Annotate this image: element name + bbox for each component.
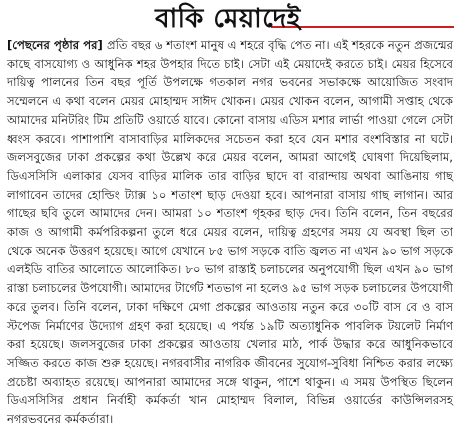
continuation-reference: [পেছনের পৃষ্ঠার পর] xyxy=(7,38,103,52)
article-text: প্রতি বছর ৬ শতাংশ মানুষ এ শহরে বৃদ্ধি পেত না। এই শহরকে নতুন প্রজন্মের কাছে বাসযোগ্য ও আধুনিক শহর উপহার দিতে চাই। সেটা এই মেয়াদেই করতে চাই। মেয়র হিসেবে দায়িত্ব পালনের তিন বছর পূর্তি উপলক্ষে গতকাল নগর ভবনের সভাকক্ষে আয়োজিত সংবাদ সম্মেলনে এ কথা বলেন মেয়র মোহাম্মদ সাঈদ খোকন। মেয়র খোকন বলেন, আগামী সপ্তাহ থেকে আমাদের মনিটরিং টিম প্রতিটি ওয়ার্ডে যাবে। কোনো বাসায় এডিস মশার লার্ভা পাওয়া গেলে সেটা ধ্বংস করবে। পাশাপাশি বাসাবাড়ির মালিকদের সচেতন করা হবে যেন মশার বংশবিস্তার না ঘটে। জলসবুজের ঢাকা প্রকল্পের কথা উল্লেখ করে মেয়র বলেন, আমরা আগেই ঘোষণা দিয়েছিলাম, ডিএসসিসি এলাকার যেসব বাড়ির মালিক তার বাড়ির ছাদে বা বারান্দায় অথবা আঙিনায় গাছ লাগাবেন তাদের হোল্ডিং ট্যাক্স ১০ শতাংশ ছাড় দেওয়া হবে। আপনারা বাসায় গাছ লাগান। আর গাছের ছবি তুলে আমাদের দেন। আমরা ১০ শতাংশ গৃহকর ছাড় দেব। তিনি বলেন, তিন বছরের কাজ ও আগামী কর্মপরিকল্পনা তুলে ধরে মেয়র বলেন, দায়িত্ব গ্রহণের সময় যে অবস্থা ছিল তা থেকে অনেক উত্তরণ হয়েছে। আগে যেখানে ৮৫ ভাগ সড়কে বাতি জ্বলত না এখন ৯০ ভাগ সড়কে এলইডি বাতির আলোতে আলোকিত। ৮০ ভাগ রাস্তাই চলাচলের অনুপযোগী ছিল এখন ৯০ ভাগ রাস্তা চলাচলের উপযোগী। আমাদের টার্গেট শতভাগ না হলেও ৯৫ ভাগ সড়ক চলাচলের উপযোগী করে তুলব। তিনি বলেন, ঢাকা দক্ষিণে মেগা প্রকল্পের আওতায় নতুন করে ৩০টি বাস বে ও বাস স্টপেজ নির্মাণের উদ্যোগ গ্রহণ করা হয়েছে। এ পর্যন্ত ১৯টি অত্যাধুনিক পাবলিক টয়লেট নির্মাণ করা হয়েছে। জলসবুজের ঢাকা প্রকল্পের আওতায় খেলার মাঠ, পার্ক উদ্ধার করে আধুনিকভাবে সজ্জিত করতে কাজ শুরু হয়েছে। নগরবাসীর নাগরিক জীবনের সুযোগ-সুবিধা নিশ্চিত করার লক্ষ্যে প্রচেষ্টা অব্যাহত রয়েছে। আপনারা আমাদের সঙ্গে থাকুন, পাশে থাকুন। এ সময় উপস্থিত ছিলেন ডিএসসিসির প্রধান নির্বাহী কর্মকর্তা খান মোহাম্মদ বিলাল, বিভিন্ন ওয়ার্ডের কাউন্সিলরসহ নগরভবনের কর্মকর্তারা। xyxy=(7,38,453,427)
article-body xyxy=(7,36,453,427)
headline: বাকি মেয়াদেই xyxy=(155,4,301,34)
